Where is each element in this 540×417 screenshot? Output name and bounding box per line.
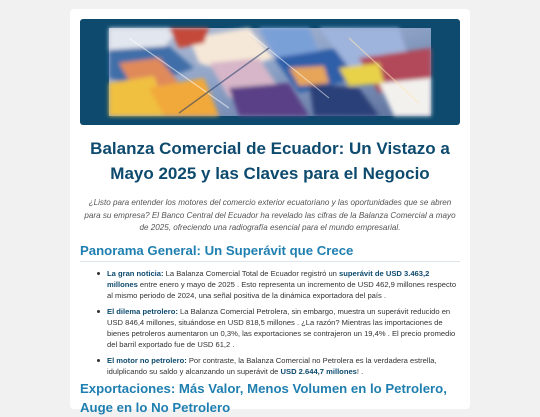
bullet-highlight: superávit de USD 3.463,2 millones xyxy=(107,269,430,289)
abstract-painting-graphic xyxy=(109,28,431,116)
bullet-text: La Balanza Comercial Total de Ecuador registró un xyxy=(163,269,340,278)
bullet-label: La gran noticia: xyxy=(107,269,164,278)
list-item xyxy=(93,306,457,350)
bullet-label: El motor no petrolero: xyxy=(107,355,187,365)
bullet-text: ! . xyxy=(356,366,364,376)
bullet-text: Por contraste, la Balanza Comercial no Petrolera es la verdadera estrella, idulplicando su saldo y alcanzando un superávit de xyxy=(107,355,437,376)
bullet-label: El dilema petrolero: xyxy=(107,306,178,316)
section-divider xyxy=(80,261,460,262)
section-heading-panorama: Panorama General: Un Superávit que Crece xyxy=(80,243,354,258)
bullet-highlight: USD 2.644,7 millones xyxy=(280,366,357,376)
bullet-text: La Balanza Comercial Petrolera, sin embargo, muestra un superávit reducido en USD 846,4 millones, situándose en USD 818,5 millones . ¿La razón? Mientras las importaciones de bienes petroleros aumentaron un 0,3%, las exportaciones se contrajeron un 19,4% . El precio promedio del barril exportado fue de USD 61,2 . xyxy=(107,306,456,349)
hero-image xyxy=(109,28,431,116)
article-title: Balanza Comercial de Ecuador: Un Vistazo a Mayo 2025 y las Claves para el Negocio xyxy=(90,139,450,183)
section-heading-exportaciones: Exportaciones: Más Valor, Menos Volumen en lo Petrolero, Auge en lo No Petrolero xyxy=(80,381,447,415)
panorama-bullet-list xyxy=(93,268,457,381)
hero-banner xyxy=(80,19,460,125)
list-item xyxy=(93,355,457,377)
bullet-text: entre enero y mayo de 2025 . Esto representa un incremento de USD 462,9 millones respecto al mismo periodo de 2024, una señal positiva de la dinámica exportadora del país . xyxy=(107,280,457,300)
article-card xyxy=(70,9,470,415)
article-intro: ¿Listo para entender los motores del comercio exterior ecuatoriano y las oportunidades que se abren para su empresa? El Banco Central del Ecuador ha revelado las cifras de la Balanza Comercial a mayo de 2025, ofreciendo una radiografía esencial para el mundo empresarial. xyxy=(84,198,456,233)
list-item xyxy=(93,268,457,301)
